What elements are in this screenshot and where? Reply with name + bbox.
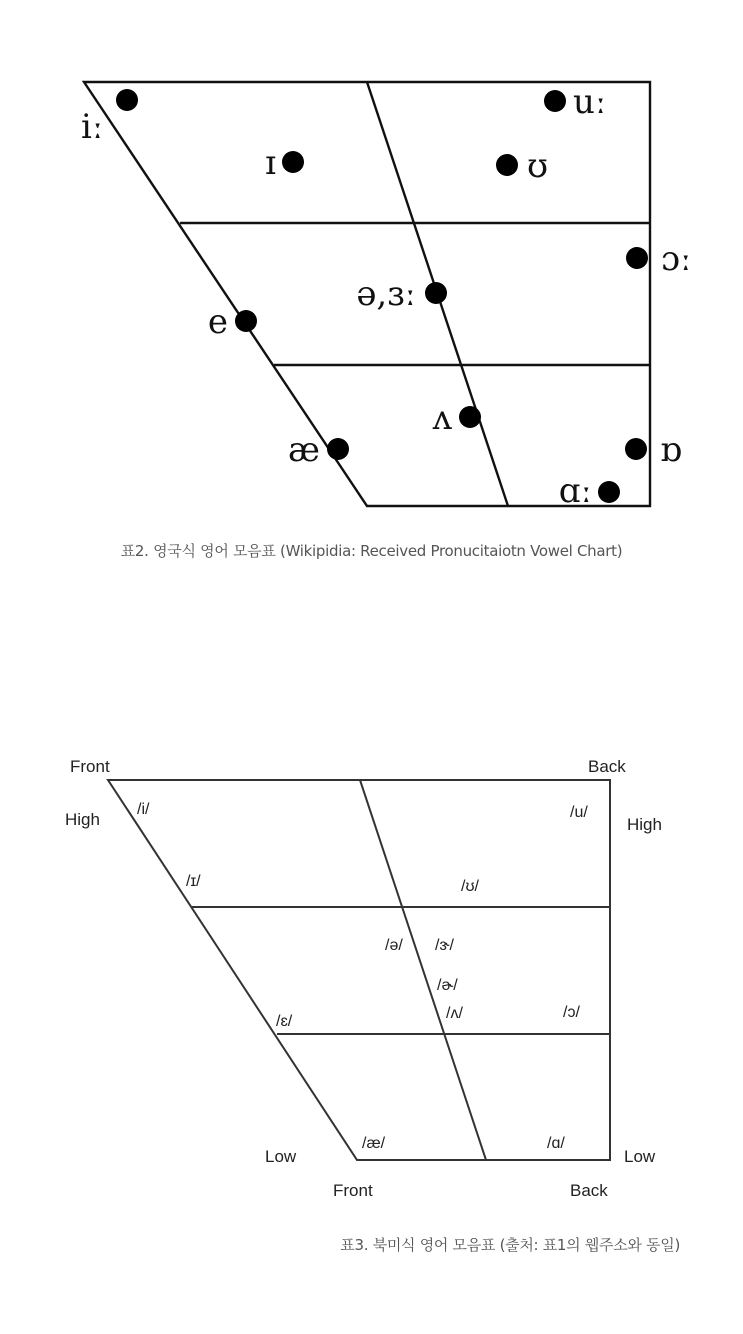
- symbol-near-close-back: ʊ: [527, 146, 549, 186]
- dot-open-back-rounded: [625, 438, 647, 460]
- symbol-near-close-front: ɪ: [265, 143, 276, 183]
- rp-vowel-chart: [0, 0, 743, 520]
- na-vowel-chart: [0, 750, 743, 1230]
- label-low-right: Low: [624, 1147, 656, 1166]
- dot-i-long: [116, 89, 138, 111]
- na-chart-grid: [108, 780, 610, 1160]
- dot-wedge: [459, 406, 481, 428]
- dot-near-close-front: [282, 151, 304, 173]
- label-back-bottom: Back: [570, 1181, 608, 1200]
- label-back-top: Back: [588, 757, 626, 776]
- vowel-near-u: /ʊ/: [461, 878, 479, 895]
- dot-open-mid-back-long: [626, 247, 648, 269]
- label-front-bottom: Front: [333, 1181, 373, 1200]
- rp-vowel-symbols: [81, 82, 692, 511]
- label-high-left: High: [65, 810, 100, 829]
- symbol-open-back-rounded: ɒ: [660, 430, 682, 470]
- symbol-a-long: ɑː: [558, 471, 592, 511]
- vowel-epsilon: /ɛ/: [276, 1013, 293, 1030]
- na-grid-central-diagonal: [360, 780, 486, 1160]
- vowel-schwa: /ə/: [385, 937, 403, 954]
- vowel-ash: /æ/: [362, 1135, 386, 1152]
- vowel-er-unstressed: /ɚ/: [437, 977, 458, 994]
- vowel-script-a: /ɑ/: [547, 1135, 565, 1152]
- vowel-near-i: /ɪ/: [186, 873, 201, 890]
- vowel-i: /i/: [137, 801, 150, 818]
- chart2-caption: 표3. 북미식 영어 모음표 (출처: 표1의 웹주소와 동일): [340, 1236, 680, 1254]
- symbol-open-mid-back-long: ɔː: [661, 239, 692, 279]
- label-front-top: Front: [70, 757, 110, 776]
- symbol-central: ə,ɜː: [356, 274, 416, 314]
- symbol-wedge: ʌ: [432, 398, 452, 438]
- dot-near-close-back: [496, 154, 518, 176]
- label-high-right: High: [627, 815, 662, 834]
- symbol-ash: æ: [288, 430, 320, 470]
- dot-central: [425, 282, 447, 304]
- vowel-er-stressed: /ɝ/: [435, 937, 454, 954]
- dot-ash: [327, 438, 349, 460]
- na-trapezoid-outline: [108, 780, 610, 1160]
- symbol-u-long: uː: [573, 82, 607, 122]
- symbol-i-long: iː: [81, 107, 104, 147]
- vowel-u: /u/: [570, 804, 588, 821]
- label-low-left: Low: [265, 1147, 297, 1166]
- chart1-caption: 표2. 영국식 영어 모음표 (Wikipidia: Received Pronucitaiotn Vowel Chart): [120, 542, 623, 560]
- vowel-wedge: /ʌ/: [446, 1005, 463, 1022]
- symbol-e: e: [207, 302, 228, 342]
- na-axis-labels: [65, 757, 662, 1200]
- na-vowel-symbols: [137, 801, 588, 1152]
- dot-a-long: [598, 481, 620, 503]
- dot-e: [235, 310, 257, 332]
- vowel-open-o: /ɔ/: [563, 1004, 580, 1021]
- dot-u-long: [544, 90, 566, 112]
